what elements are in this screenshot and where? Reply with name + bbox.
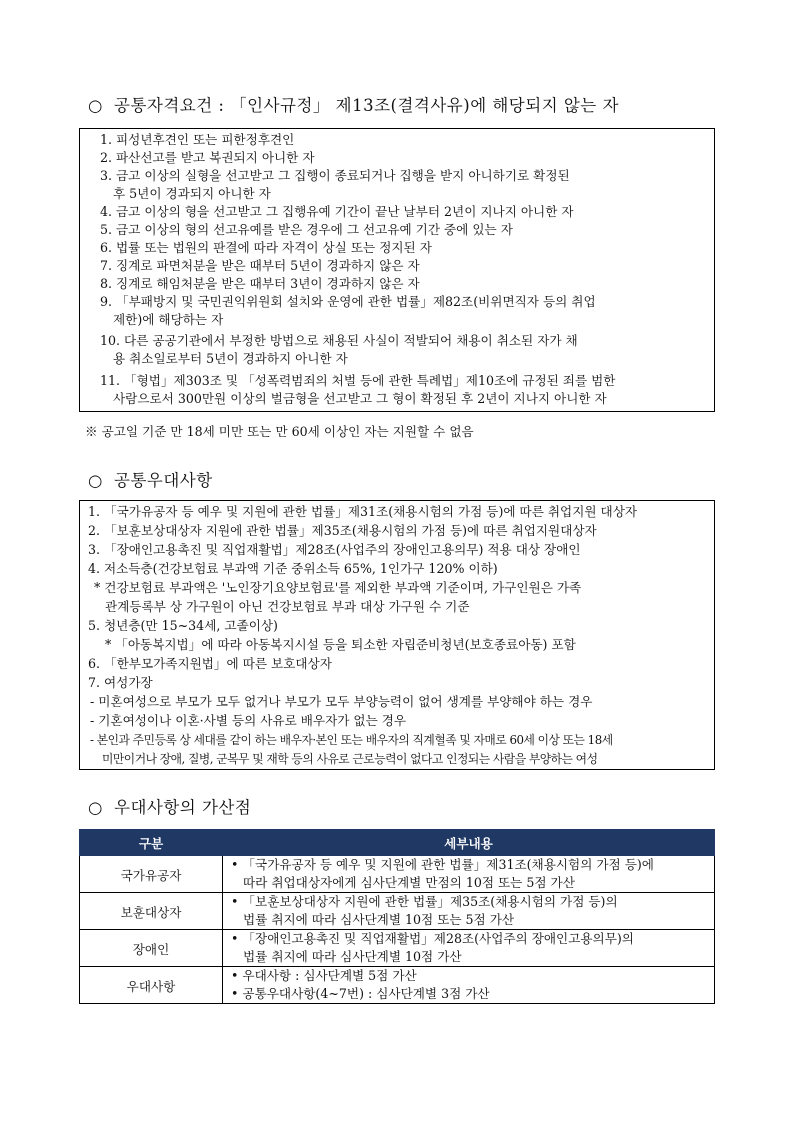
row-category: 장애인 — [80, 930, 223, 967]
table-row — [80, 893, 715, 930]
section2-title: 공통우대사항 — [114, 471, 213, 490]
preference-line: - 본인과 주민등록 상 세대를 같이 하는 배우자·본인 또는 배우자의 직계혈족 및 자매로 60세 이상 또는 18세 — [90, 733, 613, 747]
eligibility-line: 제한)에 해당하는 자 — [113, 312, 224, 327]
eligibility-line: 7. 징계로 파면처분을 받은 때부터 5년이 경과하지 않은 자 — [100, 258, 420, 273]
eligibility-line: 4. 금고 이상의 형을 선고받고 그 집행유예 기간이 끝난 날부터 2년이 지나지 아니한 자 — [100, 204, 574, 219]
preference-line: 6. 「한부모가족지원법」에 따른 보호대상자 — [88, 656, 332, 671]
section3-bullet: ○ — [88, 798, 103, 817]
row-details — [223, 930, 715, 967]
bonus-table — [79, 829, 715, 1004]
row-category: 보훈대상자 — [80, 893, 223, 930]
preference-line: 4. 저소득층(건강보험료 부과액 기준 중위소득 65%, 1인가구 120% 이하) — [88, 561, 498, 576]
detail-line: • 「장애인고용촉진 및 직업재활법」제28조(사업주의 장애인고용의무)의 — [231, 931, 634, 946]
detail-line: 따라 취업대상자에게 심사단계별 만점의 10점 또는 5점 가산 — [243, 875, 575, 890]
eligibility-line: 3. 금고 이상의 실형을 선고받고 그 집행이 종료되거나 집행을 받지 아니하기로 확정된 — [100, 168, 570, 183]
eligibility-line: 2. 파산선고를 받고 복권되지 아니한 자 — [100, 150, 315, 165]
preference-line: 미만이거나 장애, 질병, 군복무 및 재학 등의 사유로 근로능력이 없다고 인정되는 사람을 부양하는 여성 — [102, 752, 598, 766]
age-note: ※ 공고일 기준 만 18세 미만 또는 만 60세 이상인 자는 지원할 수 없음 — [85, 424, 474, 439]
table-row — [80, 967, 715, 1004]
section2-bullet: ○ — [88, 471, 103, 490]
eligibility-line: 6. 법률 또는 법원의 판결에 따라 자격이 상실 또는 정지된 자 — [100, 240, 432, 255]
detail-line: • 「보훈보상대상자 지원에 관한 법률」제35조(채용시험의 가점 등)의 — [231, 894, 618, 909]
table-row — [80, 930, 715, 967]
row-category: 우대사항 — [80, 967, 223, 1004]
row-details — [223, 856, 715, 893]
section3-title: 우대사항의 가산점 — [114, 798, 252, 817]
preference-line: 3. 「장애인고용촉진 및 직업재활법」제28조(사업주의 장애인고용의무) 적용 대상 장애인 — [88, 542, 581, 557]
section1-title: 공통자격요건 : 「인사규정」 제13조(결격사유)에 해당되지 않는 자 — [114, 96, 619, 115]
section2-heading — [88, 467, 213, 491]
eligibility-line: 9. 「부패방지 및 국민권익위원회 설치와 운영에 관한 법률」제82조(비위면직자 등의 취업 — [100, 294, 596, 309]
detail-line: • 공통우대사항(4~7번) : 심사단계별 3점 가산 — [231, 986, 490, 1001]
preference-line: 5. 청년층(만 15~34세, 고졸이상) — [88, 618, 278, 633]
section3-heading — [88, 794, 251, 818]
preference-line: 2. 「보훈보상대상자 지원에 관한 법률」제35조(채용시험의 가점 등)에 따른 취업지원대상자 — [88, 523, 597, 538]
detail-line: 법률 취지에 따라 심사단계별 10점 가산 — [243, 949, 462, 964]
eligibility-box — [79, 128, 715, 412]
preference-line: * 건강보험료 부과액은 '노인장기요양보험료'를 제외한 부과액 기준이며, 가구인원은 가족 — [94, 580, 582, 595]
detail-line: • 우대사항 : 심사단계별 5점 가산 — [231, 968, 417, 983]
section1-bullet: ○ — [88, 96, 103, 115]
preference-line: 7. 여성가장 — [88, 675, 153, 690]
eligibility-line: 5. 금고 이상의 형의 선고유예를 받은 경우에 그 선고유예 기간 중에 있는 자 — [100, 222, 513, 237]
row-details — [223, 893, 715, 930]
eligibility-line: 후 5년이 경과되지 아니한 자 — [113, 186, 271, 201]
preference-line: * 「아동복지법」에 따라 아동복지시설 등을 퇴소한 자립준비청년(보호종료아동) 포함 — [105, 637, 576, 652]
detail-line: • 「국가유공자 등 예우 및 지원에 관한 법률」제31조(채용시험의 가점 등)에 — [231, 857, 654, 872]
eligibility-line: 사람으로서 300만원 이상의 벌금형을 선고받고 그 형이 확정된 후 2년이 지나지 아니한 자 — [113, 391, 607, 406]
preference-box — [79, 500, 715, 770]
preference-line: 관계등록부 상 가구원이 아닌 건강보험료 부과 대상 가구원 수 기준 — [105, 599, 470, 614]
row-details — [223, 967, 715, 1004]
eligibility-line: 8. 징계로 해임처분을 받은 때부터 3년이 경과하지 않은 자 — [100, 276, 420, 291]
section1-heading — [88, 92, 619, 116]
eligibility-line: 11. 「형법」제303조 및 「성폭력범죄의 처벌 등에 관한 특례법」제10조에 규정된 죄를 범한 — [100, 373, 616, 388]
eligibility-line: 1. 피성년후견인 또는 피한정후견인 — [100, 132, 295, 147]
preference-line: 1. 「국가유공자 등 예우 및 지원에 관한 법률」제31조(채용시험의 가점 등)에 따른 취업지원 대상자 — [88, 504, 638, 519]
eligibility-line: 용 취소일로부터 5년이 경과하지 아니한 자 — [113, 351, 348, 366]
row-category: 국가유공자 — [80, 856, 223, 893]
header-details: 세부내용 — [223, 830, 715, 856]
eligibility-line: 10. 다른 공공기관에서 부정한 방법으로 채용된 사실이 적발되어 채용이 취소된 자가 채 — [100, 333, 578, 348]
preference-line: - 미혼여성으로 부모가 모두 없거나 부모가 모두 부양능력이 없어 생계를 부양해야 하는 경우 — [90, 694, 593, 709]
detail-line: 법률 취지에 따라 심사단계별 10점 또는 5점 가산 — [243, 912, 515, 927]
header-category: 구분 — [80, 830, 223, 856]
preference-line: - 기혼여성이나 이혼·사별 등의 사유로 배우자가 없는 경우 — [90, 713, 407, 728]
table-row — [80, 856, 715, 893]
